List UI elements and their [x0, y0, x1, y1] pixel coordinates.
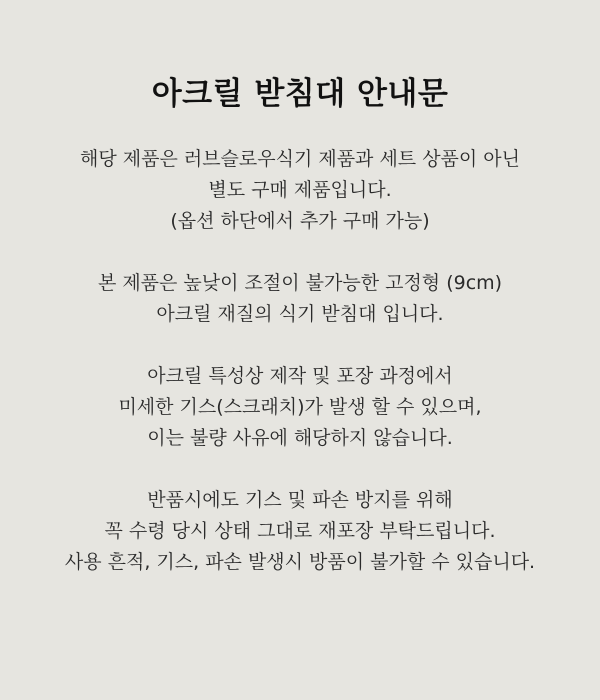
paragraph-product-info — [0, 144, 600, 237]
text-line: 아크릴 특성상 제작 및 포장 과정에서 — [147, 365, 453, 387]
text-line: 꼭 수령 당시 상태 그대로 재포장 부탁드립니다. — [104, 520, 496, 542]
notice-body — [0, 144, 600, 578]
text-line: 반품시에도 기스 및 파손 방지를 위해 — [147, 489, 453, 511]
text-line: 아크릴 재질의 식기 받침대 입니다. — [156, 303, 444, 325]
text-line: 이는 불량 사유에 해당하지 않습니다. — [147, 427, 453, 449]
text-line: 미세한 기스(스크래치)가 발생 할 수 있으며, — [118, 396, 482, 418]
text-line: 본 제품은 높낮이 조절이 불가능한 고정형 (9cm) — [97, 272, 503, 294]
text-line: (옵션 하단에서 추가 구매 가능) — [170, 210, 430, 232]
notice-title: 아크릴 받침대 안내문 — [151, 76, 449, 112]
text-line: 별도 구매 제품입니다. — [208, 179, 392, 201]
text-line: 해당 제품은 러브슬로우식기 제품과 세트 상품이 아닌 — [79, 148, 521, 170]
paragraph-height-info — [0, 268, 600, 330]
text-line: 사용 흔적, 기스, 파손 발생시 방품이 불가할 수 있습니다. — [64, 551, 536, 573]
paragraph-return-info — [0, 485, 600, 578]
paragraph-scratch-info — [0, 361, 600, 454]
